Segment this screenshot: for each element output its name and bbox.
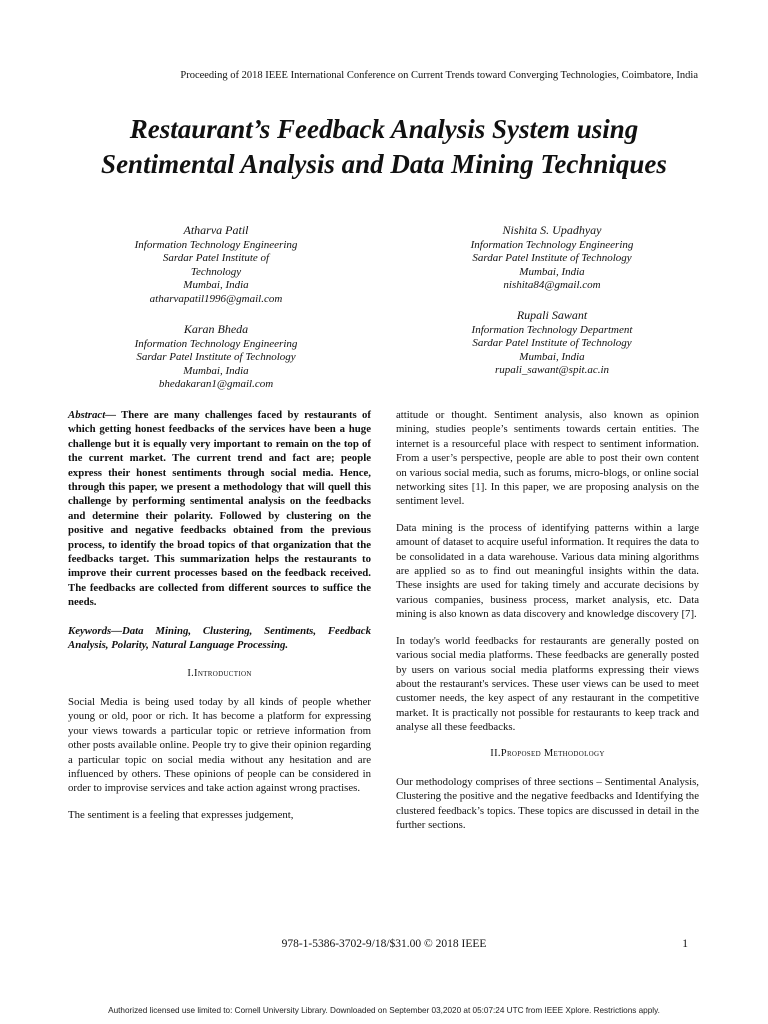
page-number: 1 <box>682 938 688 950</box>
author-affiliation-line: Technology <box>190 265 242 278</box>
author-affiliation-line: Sardar Patel Institute of Technology <box>136 351 296 364</box>
author-block-1 <box>76 224 356 307</box>
conference-header: Proceeding of 2018 IEEE International Conference on Current Trends toward Converging Technologies, Coimbatore, India <box>180 70 698 81</box>
author-name: Atharva Patil <box>183 223 249 237</box>
keywords: Keywords—Data Mining, Clustering, Sentiments, Feedback Analysis, Polarity, Natural Language Processing. <box>68 624 371 652</box>
body-paragraph: Data mining is the process of identifying patterns within a large amount of dataset to acquire useful information. It requires the data to be consolidated in a data warehouse. Various data mining algorithms are applied so as to find out meaningful insights within the data. These insights are used for taking timely and accurate decisions by various companies, business process, market analysis, etc. Data mining is also known as data discovery and knowledge discovery [7]. <box>396 521 699 621</box>
section-heading-methodology: II.Proposed Methodology <box>490 747 605 759</box>
abstract-text: There are many challenges faced by restaurants of which getting honest feedbacks of the services have been a huge challenge but it is equally very important to remain on the top of the current market. The current trend and fact are; people express their honest sentiments through social media. Hence, through this paper, we present a methodology that will quell this challenge by performing sentimental analysis on the feedbacks and determine their polarity. Followed by clustering on the positive and negative feedbacks obtained from the previous process, to identify the broad topics of that organization that the feedbacks target. This summarization helps the restaurants to improve their current processes based on the feedback received. The feedbacks are collected from different sources to suffice the needs. <box>68 409 371 609</box>
author-location: Mumbai, India <box>519 265 585 278</box>
author-name: Rupali Sawant <box>516 308 588 322</box>
author-email[interactable]: nishita84@gmail.com <box>503 279 601 292</box>
author-affiliation-line: Information Technology Engineering <box>134 238 298 251</box>
author-location: Mumbai, India <box>519 350 585 363</box>
author-affiliation-line: Information Technology Engineering <box>470 238 634 251</box>
intro-paragraph: Social Media is being used today by all kinds of people whether young or old, poor or rich. It has become a platform for expressing your views towards a particular topic or retrieve information from other posts available online. People try to give their opinion regarding a particular topic on social media without any hesitation and are influenced by others. These opinions of people can be considered in order to improvise services and take action against wrong practises. <box>68 695 371 795</box>
author-location: Mumbai, India <box>183 279 249 292</box>
author-email[interactable]: rupali_sawant@spit.ac.in <box>494 364 610 377</box>
footer-isbn: 978-1-5386-3702-9/18/$31.00 © 2018 IEEE <box>281 938 487 950</box>
body-paragraph: attitude or thought. Sentiment analysis, also known as opinion mining, studies people’s sentiments towards certain entities. The internet is a resourceful place with respect to sentiment information. From a user’s perspective, people are able to post their own content on various social media, such as forums, micro-blogs, or online social networking sites [1]. In this paper, we are proposing analysis on the sentiment level. <box>396 409 699 508</box>
author-affiliation-line: Sardar Patel Institute of <box>162 252 270 265</box>
left-column <box>68 408 371 834</box>
author-name: Karan Bheda <box>183 322 249 336</box>
section-heading-introduction: I.Introduction <box>187 667 252 679</box>
author-block-4 <box>412 309 692 378</box>
abstract <box>68 408 371 610</box>
author-email[interactable]: atharvapatil1996@gmail.com <box>149 292 283 305</box>
author-block-2 <box>412 224 692 293</box>
body-paragraph: In today's world feedbacks for restaurants are generally posted on various social media platforms. These feedbacks are generally posted by users on various social media platforms expressing their views about the restaurant's services. These user views can be used to meet customer needs, the key aspect of any restaurant in the competitive market. It is practically not possible for restaurants to keep track and analyse all these feedbacks. <box>396 634 699 734</box>
paper-title: Restaurant’s Feedback Analysis System using Sentimental Analysis and Data Mining Techniques <box>101 114 667 179</box>
body-paragraph: Our methodology comprises of three sections – Sentimental Analysis, Clustering the positive and the negative feedbacks and Identifying the clustered feedback’s topics. These topics are discussed in detail in the further sections. <box>396 775 699 832</box>
author-location: Mumbai, India <box>183 364 249 377</box>
author-affiliation-line: Information Technology Department <box>471 323 633 336</box>
author-affiliation-line: Information Technology Engineering <box>134 337 298 350</box>
abstract-label: Abstract— <box>68 409 116 421</box>
intro-paragraph: The sentiment is a feeling that expresses judgement, <box>68 808 294 821</box>
author-block-3 <box>76 323 356 392</box>
author-name: Nishita S. Upadhyay <box>502 223 602 237</box>
author-affiliation-line: Sardar Patel Institute of Technology <box>472 252 632 265</box>
author-affiliation-line: Sardar Patel Institute of Technology <box>472 337 632 350</box>
license-notice: Authorized licensed use limited to: Cornell University Library. Downloaded on September 03,2020 at 05:07:24 UTC from IEEE Xplore. Restrictions apply. <box>108 1006 660 1015</box>
author-email[interactable]: bhedakaran1@gmail.com <box>158 378 274 391</box>
right-column <box>396 408 699 845</box>
